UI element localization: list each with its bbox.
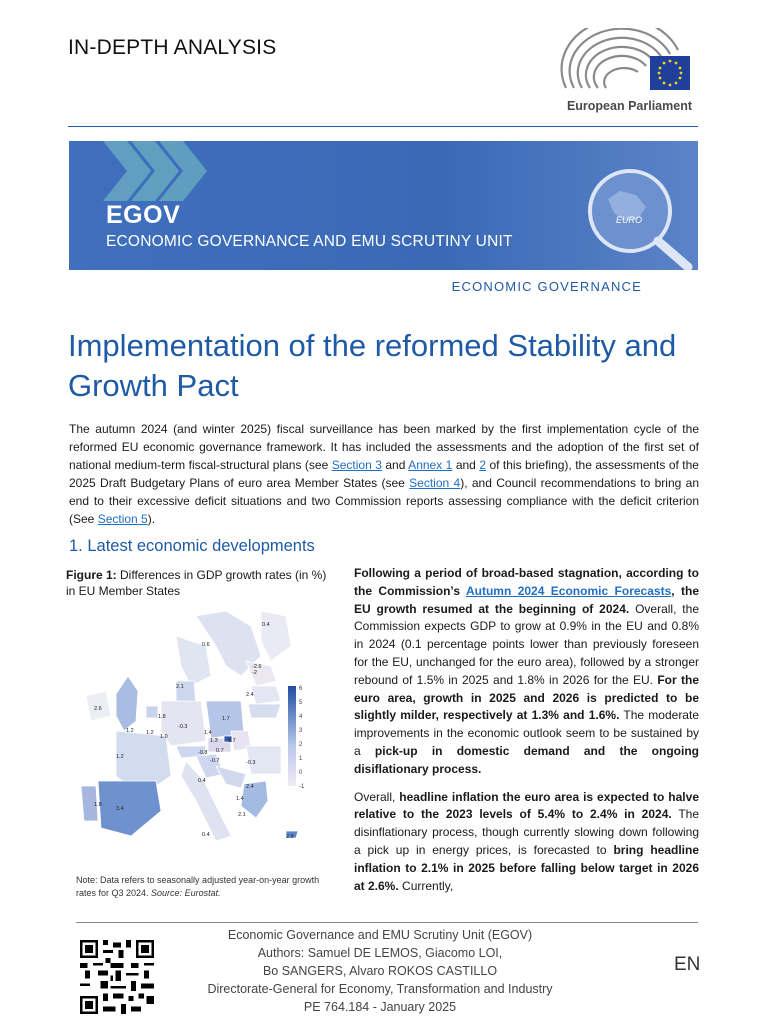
footer-divider (76, 922, 698, 923)
footer-reference: PE 764.184 - January 2025 (303, 1000, 457, 1014)
map-region-label: 2.4 (246, 784, 254, 790)
map-region-label: 1.2 (126, 728, 134, 734)
map-region-label: 1.8 (158, 714, 166, 720)
map-region-label: 0.6 (202, 642, 210, 648)
map-region-label: -2 (252, 670, 257, 676)
body-text: The disinflationary process, though currently slowing down following a pick up in energy prices, is forecasted to (354, 807, 700, 857)
map-region-label: 2.1 (176, 684, 184, 690)
autumn-forecast-link[interactable]: Autumn 2024 Economic Forecasts (465, 583, 672, 598)
body-text: The moderate improvements in the economic outlook seem to be sustained by a (354, 708, 699, 758)
body-bold-text: bring headline inflation to 2.1% in 2025 before falling below target in 2026 at 2.6%. (354, 842, 699, 893)
map-region-label: 1.7 (228, 738, 236, 744)
section-3-link[interactable]: Section 3 (331, 458, 382, 472)
european-parliament-logo (556, 28, 692, 118)
page-title: Implementation of the reformed Stability and Growth Pact (68, 328, 677, 403)
magnified-globe-icon (558, 141, 698, 270)
section-heading: 1. Latest economic developments (69, 537, 315, 555)
figure-caption (66, 567, 336, 599)
body-bold-text: headline inflation the euro area is expected to halve relative to the 2023 levels of 5.4% to 2.4% in 2024. (354, 789, 699, 822)
body-bold-text: , the EU growth resumed at the beginning of 2024. (354, 583, 699, 616)
intro-text: ). (147, 512, 156, 526)
body-text: Currently, (398, 878, 454, 893)
document-type: IN-DEPTH ANALYSIS (68, 36, 277, 59)
figure-caption-text: Differences in GDP growth rates (in %) in EU Member States (66, 568, 327, 598)
intro-text: and (381, 458, 409, 472)
map-region-label: 1.8 (94, 802, 102, 808)
body-text: Overall, (354, 789, 400, 804)
map-region-label: 2.4 (246, 692, 254, 698)
body-bold-text: Following a period of broad-based stagnation, according to the Commission’s (354, 566, 699, 598)
map-region-label: -2.6 (252, 664, 262, 670)
footer-unit: Economic Governance and EMU Scrutiny Unit (EGOV) (227, 928, 533, 942)
annex-1-link[interactable]: Annex 1 (408, 458, 453, 472)
map-region-label: -0.7 (210, 758, 220, 764)
eu-growth-map (76, 606, 326, 856)
intro-text: ), and Council recommendations to bring an end to their excessive deficit situations and two Commission reports assessing compliance with the deficit criterion (See (69, 476, 700, 526)
map-region-label: 1.3 (210, 738, 218, 744)
footer-directorate: Directorate-General for Economy, Transformation and Industry (207, 982, 553, 996)
map-region-label: 0.4 (262, 622, 270, 628)
map-region-label: 2.6 (94, 706, 102, 712)
banner-title: EGOV (106, 201, 181, 229)
intro-paragraph (69, 420, 699, 528)
body-bold-text: For the euro area, growth in 2025 and 2026 is predicted to be slightly milder, respectively at 1.3% and 1.6%. (354, 672, 699, 723)
map-region-label: 1.4 (236, 796, 244, 802)
map-region-label: -0.8 (198, 750, 208, 756)
language-code: EN (674, 954, 701, 975)
figure-note-text: Note: Data refers to seasonally adjusted year-on-year growth rates for Q3 2024. (76, 875, 320, 898)
egov-banner (69, 141, 698, 270)
section-5-link[interactable]: Section 5 (97, 512, 148, 526)
intro-text: of this briefing), the assessments of the 2025 Draft Budgetary Plans of euro area Member States (see (69, 458, 699, 490)
map-region-label: 0.4 (202, 832, 210, 838)
figure-note (76, 874, 326, 900)
map-legend-colorbar (288, 686, 296, 786)
body-paragraph (354, 565, 699, 779)
qr-code-icon[interactable] (80, 940, 154, 1014)
legend-tick-label: 6 (299, 686, 303, 692)
legend-tick-label: -1 (299, 784, 305, 790)
map-region-label: 1.7 (222, 716, 230, 722)
body-column (354, 565, 699, 905)
parliament-hemicycle-icon (556, 28, 692, 98)
body-bold-text: pick-up in domestic demand and the ongoing disiflationary process. (354, 743, 699, 776)
banner-subtitle: ECONOMIC GOVERNANCE AND EMU SCRUTINY UNIT (106, 233, 513, 250)
footer-authors: Authors: Samuel DE LEMOS, Giacomo LOI, (257, 946, 503, 960)
map-region-label: 1.4 (204, 730, 212, 736)
map-region-label: 1.0 (160, 734, 168, 740)
body-text: Overall, the Commission expects GDP to grow at 0.9% in the EU and 0.8% in 2024 (0.1 percentage points lower than previously foreseen for the EU, unchanged for the euro area), followed by a stronger rebound of 1.5% in 2025 and 1.8% in 2026 for the EU. (354, 601, 699, 687)
intro-text: and (452, 458, 480, 472)
legend-tick-label: 0 (299, 770, 303, 776)
map-region-label: 0.4 (198, 778, 206, 784)
footer-info (200, 926, 560, 1016)
globe-euro-label: EURO (616, 215, 643, 225)
map-region-label: 3.4 (116, 806, 124, 812)
map-region-label: 0.7 (216, 748, 224, 754)
map-region-label: 1.2 (146, 730, 154, 736)
section-label: ECONOMIC GOVERNANCE (451, 279, 642, 294)
map-region-label: 2.5 (286, 834, 294, 840)
figure-source: Source: Eurostat. (151, 888, 221, 898)
body-paragraph (354, 789, 699, 896)
map-region-label: 1.2 (116, 754, 124, 760)
section-4-link[interactable]: Section 4 (409, 476, 461, 490)
annex-2-link[interactable]: 2 (479, 458, 486, 472)
figure-label: Figure 1: (66, 568, 117, 582)
legend-tick-label: 4 (299, 714, 303, 720)
footer-authors: Bo SANGERS, Alvaro ROKOS CASTILLO (262, 964, 498, 978)
map-region-label: -0.3 (178, 724, 188, 730)
legend-tick-label: 1 (299, 756, 303, 762)
legend-tick-label: 2 (299, 742, 303, 748)
intro-text: The autumn 2024 (and winter 2025) fiscal surveillance has been marked by the first implementation cycle of the reformed EU economic governance framework. It has included the assessments and the adoption of the first set of national medium-term fiscal-structural plans (see (69, 422, 699, 472)
map-region-label: -0.3 (246, 760, 256, 766)
publisher-name: European Parliament (566, 99, 692, 113)
header-divider (68, 126, 698, 127)
legend-tick-label: 3 (299, 728, 303, 734)
legend-tick-label: 5 (299, 700, 303, 706)
map-region-label: 2.1 (238, 812, 246, 818)
